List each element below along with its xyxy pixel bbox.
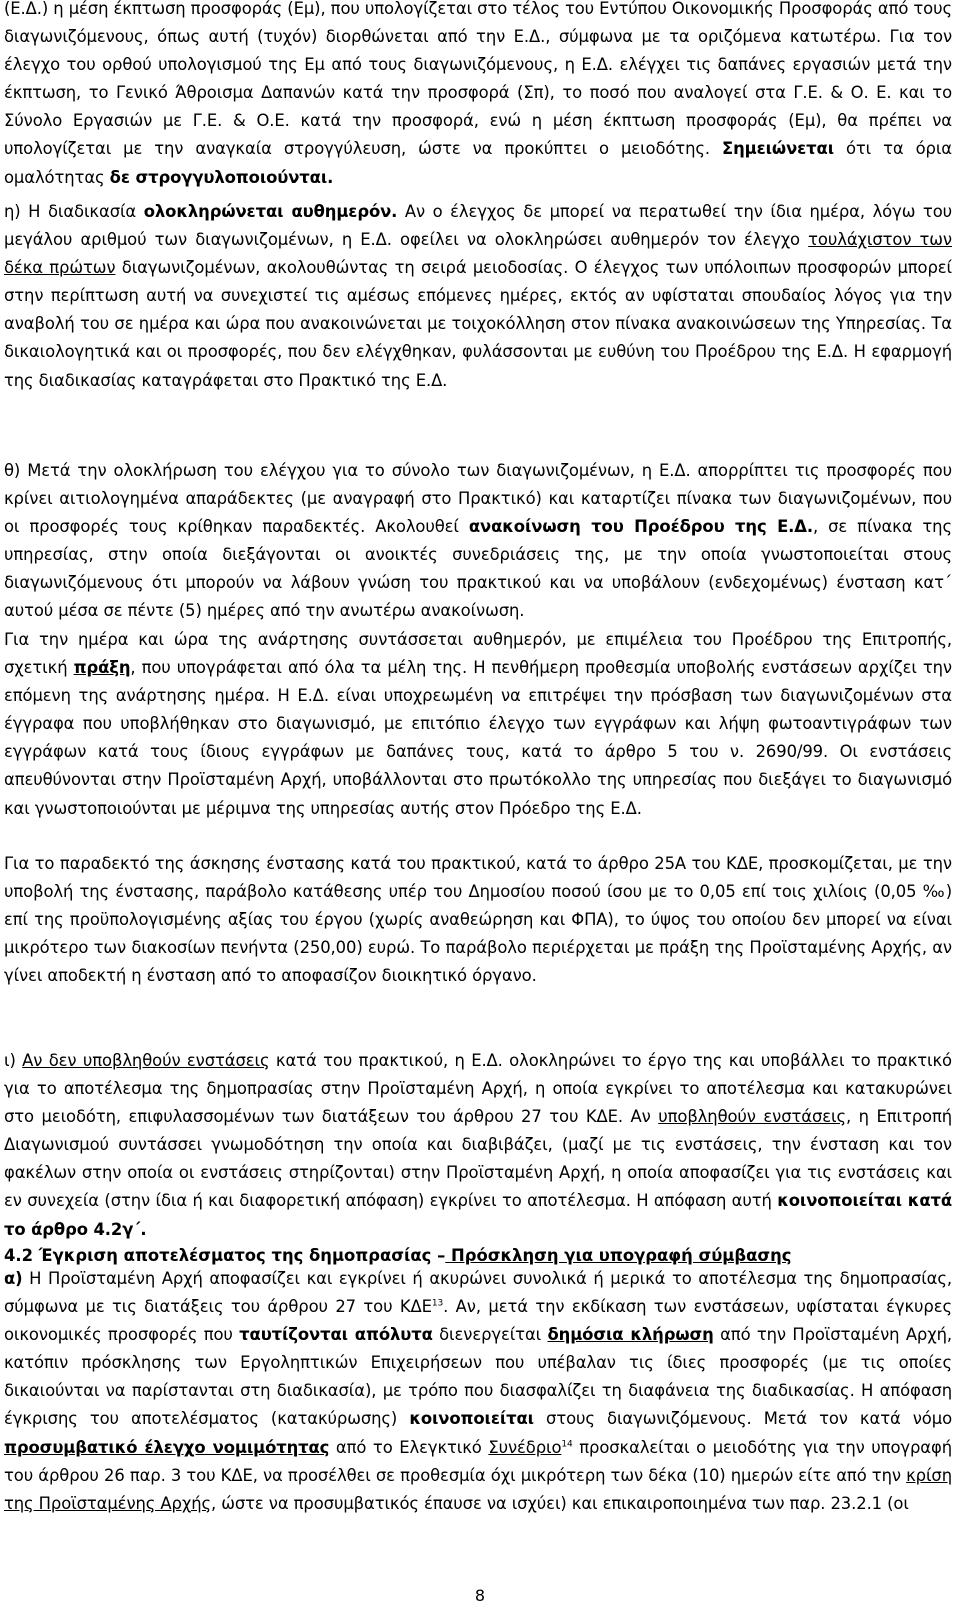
paragraph-fee: Για το παραδεκτό της άσκησης ένστασης κατά του πρακτικού, κατά το άρθρο 25Α του ΚΔΕ, προσκομίζεται, με την υποβολή της ένστασης, παράβολο κατάθεσης υπέρ του Δημοσίου ποσού ίσου με το 0,05 επί τοις χιλίοις (0,05 ‰) επί της προϋπολογισμένης αξίας του έργου (χωρίς αναθεώρηση και ΦΠΑ), το ύψος του οποίου δεν μπορεί να είναι μικρότερο των διακοσίων πενήντα (250,00) ευρώ. Το παράβολο περιέρχεται με πράξη της Προϊσταμένης Αρχής, αν γίνει αποδεκτή η ένσταση από το αποφασίζον διοικητικό όργανο. bbox=[4, 854, 952, 986]
heading-invitation-underline: Πρόσκληση για υπογραφή σύμβασης bbox=[445, 1246, 792, 1265]
section-heading-4-2: 4.2 Έγκριση αποτελέσματος της δημοπρασίας – Πρόσκληση για υπογραφή σύμβασης bbox=[4, 1246, 792, 1265]
paragraph-average-discount: (Ε.Δ.) η μέση έκπτωση προσφοράς (Εμ), που υπολογίζεται στο τέλος του Εντύπου Οικονομικής Προσφοράς από τους διαγωνιζόμενους, όπως αυτή (τυχόν) διορθώνεται από την Ε.Δ., σύμφωνα με τα οριζόμενα κατωτέρω. Για τον έλεγχο του ορθού υπολογισμού της Εμ από τους διαγωνιζόμενους, η Ε.Δ. ελέγχει τις δαπάνες εργασιών μετά την έκπτωση, το Γενικό Άθροισμα Δαπανών κατά την προσφορά (Σπ), το ποσό που αναλογεί στα Γ.Ε. & Ο. Ε. και το Σύνολο Εργασιών με Γ.Ε. & Ο.Ε. κατά την προσφορά, ενώ η μέση έκπτωση προσφοράς (Εμ), θα πρέπει να υπολογίζεται με την αναγκαία στρογγύλευση, ώστε να προκύπτει ο μειοδότης. Σημειώνεται ότι τα όρια ομαλότητας δε στρογγυλοποιούνται. bbox=[4, 0, 952, 187]
objections-underline: υποβληθούν ενστάσεις bbox=[658, 1107, 846, 1127]
court-underline: Συνέδριο bbox=[488, 1437, 562, 1457]
rounding-bold: δε στρογγυλοποιούνται. bbox=[109, 167, 334, 187]
paragraph-alpha-approval: α) Η Προϊσταμένη Αρχή αποφασίζει και εγκρίνει ή ακυρώνει συνολικά ή μερικά το αποτέλεσμα της δημοπρασίας, σύμφωνα με τις διατάξεις του άρθρου 27 του ΚΔΕ$^{13}$. Αν, μετά την εκδίκαση των ενστάσεων, υφίσταται έγκυρες οικονομικές προσφορές που ταυτίζονται απόλυτα διενεργείται δημόσια κλήρωση από την Προϊσταμένη Αρχή, κατόπιν πρόσκλησης των Εργοληπτικών Επιχειρήσεων που υπέβαλαν τις ίδιες προσφορές (με τις οποίες δικαιούνται να παρίστανται στη διαδικασία), με τρόπο που διασφαλίζει τη διαφάνεια της διαδικασίας. Η απόφαση έγκρισης του αποτελέσματος (κατακύρωσης) κοινοποιείται στους διαγωνιζόμενους. Μετά τον κατά νόμο προσυμβατικό έλεγχο νομιμότητας από το Ελεγκτικό Συνέδριο$^{14}$ προσκαλείται ο μειοδότης για την υπογραφή του άρθρου 26 παρ. 3 του ΚΔΕ, να προσέλθει σε προθεσμία όχι μικρότερη των δέκα (10) ημερών είτε από την κρίση της Προϊσταμένης Αρχής, ώστε να προσυμβατικός έπαυσε να ισχύει) και επικαιροποιημένα των παρ. 23.2.1 (οι bbox=[4, 1269, 953, 1513]
note-bold: Σημειώνεται bbox=[722, 139, 834, 159]
judgement-underline: κρίση της Προϊσταμένης Αρχής bbox=[4, 1465, 952, 1513]
identical-bold: ταυτίζονται απόλυτα bbox=[239, 1325, 433, 1345]
page-number: 8 bbox=[474, 1586, 486, 1605]
paragraph-iota-objections: ι) Αν δεν υποβληθούν ενστάσεις κατά του πρακτικού, η Ε.Δ. ολοκληρώνει το έργο της και υποβάλλει το πρακτικό για το αποτέλεσμα της δημοπρασίας στην Προϊσταμένη Αρχή, η οποία εγκρίνει το αποτέλεσμα και κατακυρώνει στο μειοδότη, επιφυλασσομένων των διατάξεων του άρθρου 27 του ΚΔΕ. Αν υποβληθούν ενστάσεις, η Επιτροπή Διαγωνισμού συντάσσει γνωμοδότηση την οποία και διαβιβάζει, (μαζί με τις ενστάσεις, την ένσταση και τον φακέλων στην οποία οι ενστάσεις στηρίζονται) στην Προϊσταμένη Αρχή, η οποία αποφασίζει για τις ενστάσεις και εν συνεχεία (στην ίδια ή και διαφορετική απόφαση) εγκρίνει το αποτέλεσμα. Η απόφαση αυτή κοινοποιείται κατά το άρθρο 4.2γ΄. bbox=[4, 1051, 953, 1239]
paragraph-eta-procedure: η) Η διαδικασία ολοκληρώνεται αυθημερόν. Αν ο έλεγχος δε μπορεί να περατωθεί την ίδια ημέρα, λόγω του μεγάλου αριθμού των διαγωνιζομένων, η Ε.Δ. οφείλει να ολοκληρώσει αυθημερόν τον έλεγχο τουλάχιστον των δέκα πρώτων διαγωνιζομένων, ακολουθώντας τη σειρά μειοδοσίας. Ο έλεγχος των υπόλοιπων προσφορών μπορεί στην περίπτωση αυτή να συνεχιστεί τις αμέσως επόμενες ημέρες, εκτός αν υφίσταται σπουδαίος λόγος για την αναβολή του σε ημέρα και ώρα που ανακοινώνεται με τοιχοκόλληση στον πίνακα ανακοινώσεων της Υπηρεσίας. Τα δικαιολογητικά και οι προσφορές, που δεν ελέγχθηκαν, φυλάσσονται με ευθύνη του Προέδρου της Ε.Δ. Η εφαρμογή της διαδικασίας καταγράφεται στο Πρακτικό της Ε.Δ. bbox=[4, 202, 953, 390]
footnote-14: 14 bbox=[561, 1439, 573, 1450]
notified-bold: κοινοποιείται bbox=[409, 1409, 534, 1429]
no-objections-underline: Αν δεν υποβληθούν ενστάσεις bbox=[22, 1051, 270, 1070]
notification-bold: κοινοποιείται κατά το άρθρο 4.2γ΄. bbox=[4, 1191, 953, 1239]
footnote-13: 13 bbox=[431, 1298, 444, 1309]
act-bold-underline: πράξη bbox=[73, 658, 131, 678]
announcement-bold: ανακοίνωση του Προέδρου της Ε.Δ. bbox=[468, 517, 814, 537]
same-day-bold: ολοκληρώνεται αυθημερόν. bbox=[143, 202, 398, 221]
paragraph-posting-act: Για την ημέρα και ώρα της ανάρτησης συντάσσεται αυθημερόν, με επιμέλεια του Προέδρου της Επιτροπής, σχετική πράξη, που υπογράφεται από όλα τα μέλη της. Η πενθήμερη προθεσμία υποβολής ενστάσεων αρχίζει την επόμενη της ανάρτησης ημέρα. Η Ε.Δ. είναι υποχρεωμένη να επιτρέψει την πρόσβαση των διαγωνιζομένων στα έγγραφα που υποβλήθηκαν στο διαγωνισμό, με επιτόπιο έλεγχο των εγγράφων και λήψη φωτοαντιγράφων των εγγράφων κατά τους ίδιους εγγράφων με δαπάνες τους, κατά το άρθρο 5 του ν. 2690/99. Οι ενστάσεις απευθύνονται στην Προϊσταμένη Αρχή, υποβάλλονται στο πρωτόκολλο της υπηρεσίας που διεξάγει το διαγωνισμό και γνωστοποιούνται με μέριμνα της υπηρεσίας αυτής στον Πρόεδρο της Ε.Δ. bbox=[4, 630, 952, 818]
pre-contract-control-bold-underline: προσυμβατικό έλεγχο νομιμότητας bbox=[4, 1437, 330, 1457]
public-draw-bold-underline: δημόσια κλήρωση bbox=[547, 1325, 714, 1345]
first-ten-underline: τουλάχιστον των δέκα πρώτων bbox=[4, 230, 952, 278]
paragraph-theta-announcement: θ) Μετά την ολοκλήρωση του ελέγχου για το σύνολο των διαγωνιζομένων, η Ε.Δ. απορρίπτει τις προσφορές που κρίνει αιτιολογημένα απαράδεκτες (με αναγραφή στο Πρακτικό) και καταρτίζει πίνακα των διαγωνιζομένων, που οι προσφορές τους κρίθηκαν παραδεκτές. Ακολουθεί ανακοίνωση του Προέδρου της Ε.Δ., σε πίνακα της υπηρεσίας, στην οποία διεξάγονται οι ανοικτές συνεδριάσεις της, με την οποία γνωστοποιείται στους διαγωνιζόμενους ότι μπορούν να λάβουν γνώση του πρακτικού και να υποβάλουν (ενδεχομένως) ένσταση κατ΄ αυτού μέσα σε πέντε (5) ημέρες από την ανωτέρω ανακοίνωση. bbox=[4, 461, 952, 621]
